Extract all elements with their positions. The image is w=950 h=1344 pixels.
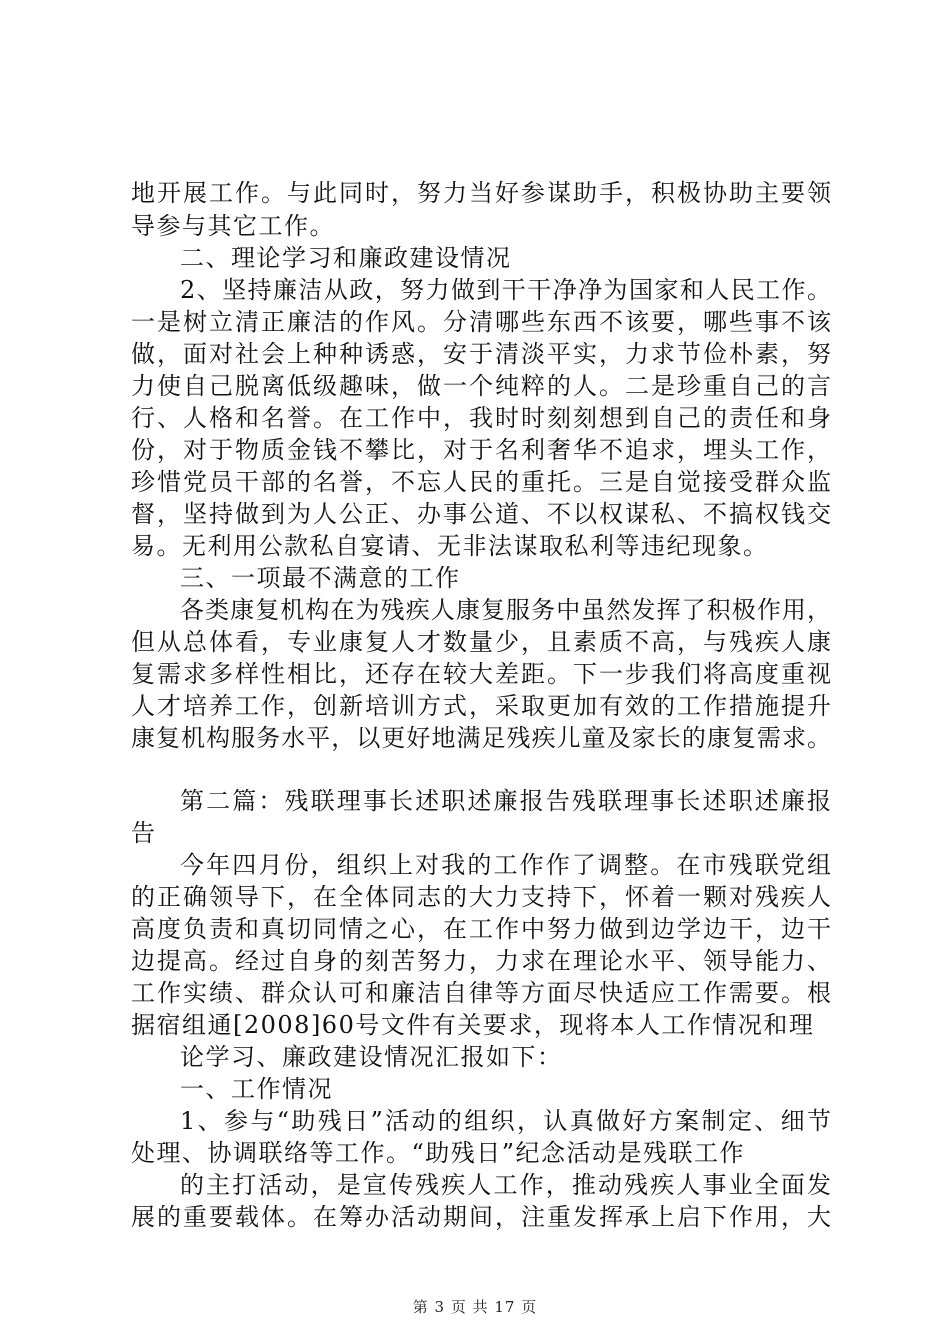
text-line: 易。无利用公款私自宴请、无非法谋取私利等违纪现象。: [131, 532, 769, 560]
text-line: 力使自己脱离低级趣味，做一个纯粹的人。二是珍重自己的言: [131, 372, 831, 400]
chapter-title: 第二篇：残联理事长述职述廉报告残联理事长述职述廉报: [180, 787, 831, 815]
text-line: 今年四月份，组织上对我的工作作了调整。在市残联党组: [180, 851, 831, 879]
text-line: 行、人格和名誉。在工作中，我时时刻刻想到自己的责任和身: [131, 404, 831, 432]
text-line: 地开展工作。与此同时，努力当好参谋助手，积极协助主要领: [131, 179, 831, 207]
text-line: 各类康复机构在为残疾人康复服务中虽然发挥了积极作用，: [180, 596, 831, 624]
text-line: 展的重要载体。在筹办活动期间，注重发挥承上启下作用，大: [131, 1203, 831, 1231]
text-line: 的正确领导下，在全体同志的大力支持下，怀着一颗对残疾人: [131, 883, 831, 911]
section-heading: 一、工作情况: [180, 1075, 333, 1103]
text-line: 珍惜党员干部的名誉，不忘人民的重托。三是自觉接受群众监: [131, 468, 831, 496]
text-line: 工作实绩、群众认可和廉洁自律等方面尽快适应工作需要。根: [131, 979, 831, 1007]
text-line: 的主打活动，是宣传残疾人工作，推动残疾人事业全面发: [180, 1171, 831, 1199]
section-heading: 二、理论学习和廉政建设情况: [180, 244, 512, 272]
page-number-footer: 第 3 页 共 17 页: [412, 1298, 538, 1316]
text-line: 处理、协调联络等工作。“助残日”纪念活动是残联工作: [131, 1139, 746, 1167]
text-line: 康复机构服务水平，以更好地满足残疾儿童及家长的康复需求。: [131, 724, 831, 752]
text-line: 据宿组通[2008]60号文件有关要求，现将本人工作情况和理: [131, 1011, 815, 1039]
text-line: 份，对于物质金钱不攀比，对于名利奢华不追求，埋头工作，: [131, 436, 831, 464]
text-line: 导参与其它工作。: [131, 212, 335, 240]
text-line: 人才培养工作，创新培训方式，采取更加有效的工作措施提升: [131, 692, 831, 720]
text-line: 督，坚持做到为人公正、办事公道、不以权谋私、不搞权钱交: [131, 500, 831, 528]
text-line: 但从总体看，专业康复人才数量少，且素质不高，与残疾人康: [131, 628, 831, 656]
text-line: 做，面对社会上种种诱惑，安于清淡平实，力求节俭朴素，努: [131, 340, 831, 368]
chapter-title-continued: 告: [131, 819, 157, 847]
text-line: 论学习、廉政建设情况汇报如下：: [180, 1043, 563, 1071]
text-line: 一是树立清正廉洁的作风。分清哪些东西不该要，哪些事不该: [131, 308, 831, 336]
section-heading: 三、一项最不满意的工作: [180, 564, 461, 592]
text-line: 1、参与“助残日”活动的组织，认真做好方案制定、细节: [180, 1107, 831, 1135]
text-line: 高度负责和真切同情之心，在工作中努力做到边学边干，边干: [131, 915, 831, 943]
text-line: 2、坚持廉洁从政，努力做到干干净净为国家和人民工作。: [180, 276, 831, 304]
text-line: 复需求多样性相比，还存在较大差距。下一步我们将高度重视: [131, 660, 831, 688]
text-line: 边提高。经过自身的刻苦努力，力求在理论水平、领导能力、: [131, 947, 831, 975]
